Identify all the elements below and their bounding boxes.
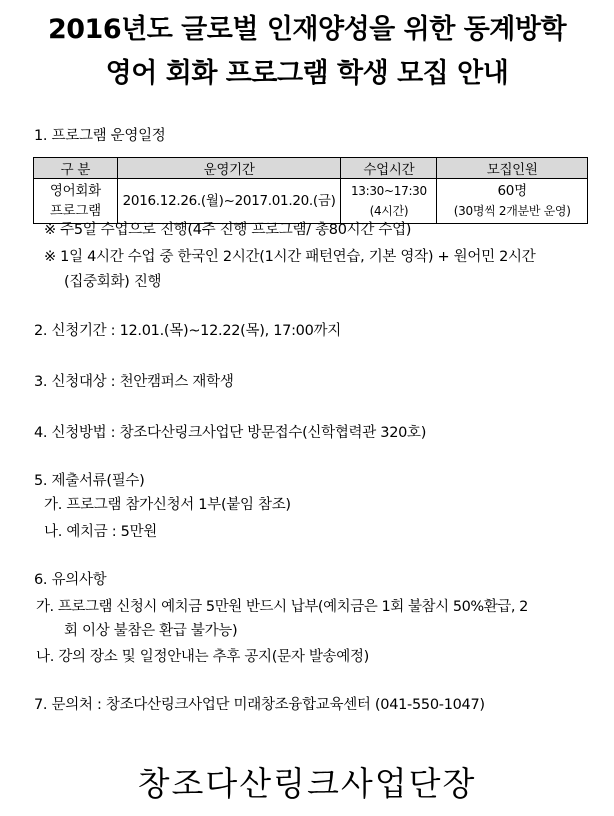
cell-capacity bbox=[437, 179, 588, 224]
cell-period: 2016.12.26.(월)~2017.01.20.(금) bbox=[117, 179, 341, 224]
cell-capacity-line2: (30명씩 2개분반 운영) bbox=[453, 204, 571, 218]
section5-heading: 5. 제출서류(필수) bbox=[34, 473, 145, 489]
schedule-table-header-row bbox=[34, 158, 588, 179]
section4-application-method: 4. 신청방법 : 창조다산링크사업단 방문접수(신학협력관 320호) bbox=[34, 425, 427, 441]
section6-item-b: 나. 강의 장소 및 일정안내는 추후 공지(문자 발송예정) bbox=[36, 649, 370, 665]
cell-class-time bbox=[341, 179, 437, 224]
cell-category bbox=[34, 179, 118, 224]
section6-heading: 6. 유의사항 bbox=[34, 572, 107, 588]
section1-heading: 1. 프로그램 운영일정 bbox=[34, 128, 166, 144]
schedule-table bbox=[33, 157, 588, 224]
section7-contact: 7. 문의처 : 창조다산링크사업단 미래창조융합교육센터 (041-550-1047) bbox=[34, 697, 485, 713]
cell-category-line2: 프로그램 bbox=[49, 203, 101, 219]
cell-category-line1: 영어회화 bbox=[49, 183, 101, 199]
section1-note2-line1: ※ 1일 4시간 수업 중 한국인 2시간(1시간 패턴연습, 기본 영작) + 원어민 2시간 bbox=[44, 249, 536, 265]
section5-item-a: 가. 프로그램 참가신청서 1부(붙임 참조) bbox=[44, 497, 291, 513]
header-period: 운영기간 bbox=[117, 158, 341, 179]
section3-eligibility: 3. 신청대상 : 천안캠퍼스 재학생 bbox=[34, 374, 234, 390]
table-row bbox=[34, 179, 588, 224]
section2-application-period: 2. 신청기간 : 12.01.(목)~12.22(목), 17:00까지 bbox=[34, 323, 341, 339]
section1-note2-line2: (집중회화) 진행 bbox=[64, 274, 162, 290]
header-capacity: 모집인원 bbox=[437, 158, 588, 179]
section5-item-b: 나. 예치금 : 5만원 bbox=[44, 524, 157, 540]
section1-note1: ※ 주5일 수업으로 진행(4주 진행 프로그램/ 총80시간 수업) bbox=[44, 222, 412, 238]
cell-time-line2: (4시간) bbox=[369, 204, 409, 218]
issuer-signature: 창조다산링크사업단장 bbox=[137, 764, 477, 803]
cell-time-line1: 13:30~17:30 bbox=[350, 184, 427, 198]
cell-capacity-line1: 60명 bbox=[497, 183, 527, 199]
header-category: 구 분 bbox=[34, 158, 118, 179]
document-title-line2: 영어 회화 프로그램 학생 모집 안내 bbox=[105, 58, 509, 89]
header-class-time: 수업시간 bbox=[341, 158, 437, 179]
section6-item-a-line1: 가. 프로그램 신청시 예치금 5만원 반드시 납부(예치금은 1회 불참시 50%환급, 2 bbox=[36, 599, 528, 615]
document-title-line1: 2016년도 글로벌 인재양성을 위한 동계방학 bbox=[47, 14, 567, 45]
section6-item-a-line2: 회 이상 불참은 환급 불가능) bbox=[64, 623, 238, 639]
